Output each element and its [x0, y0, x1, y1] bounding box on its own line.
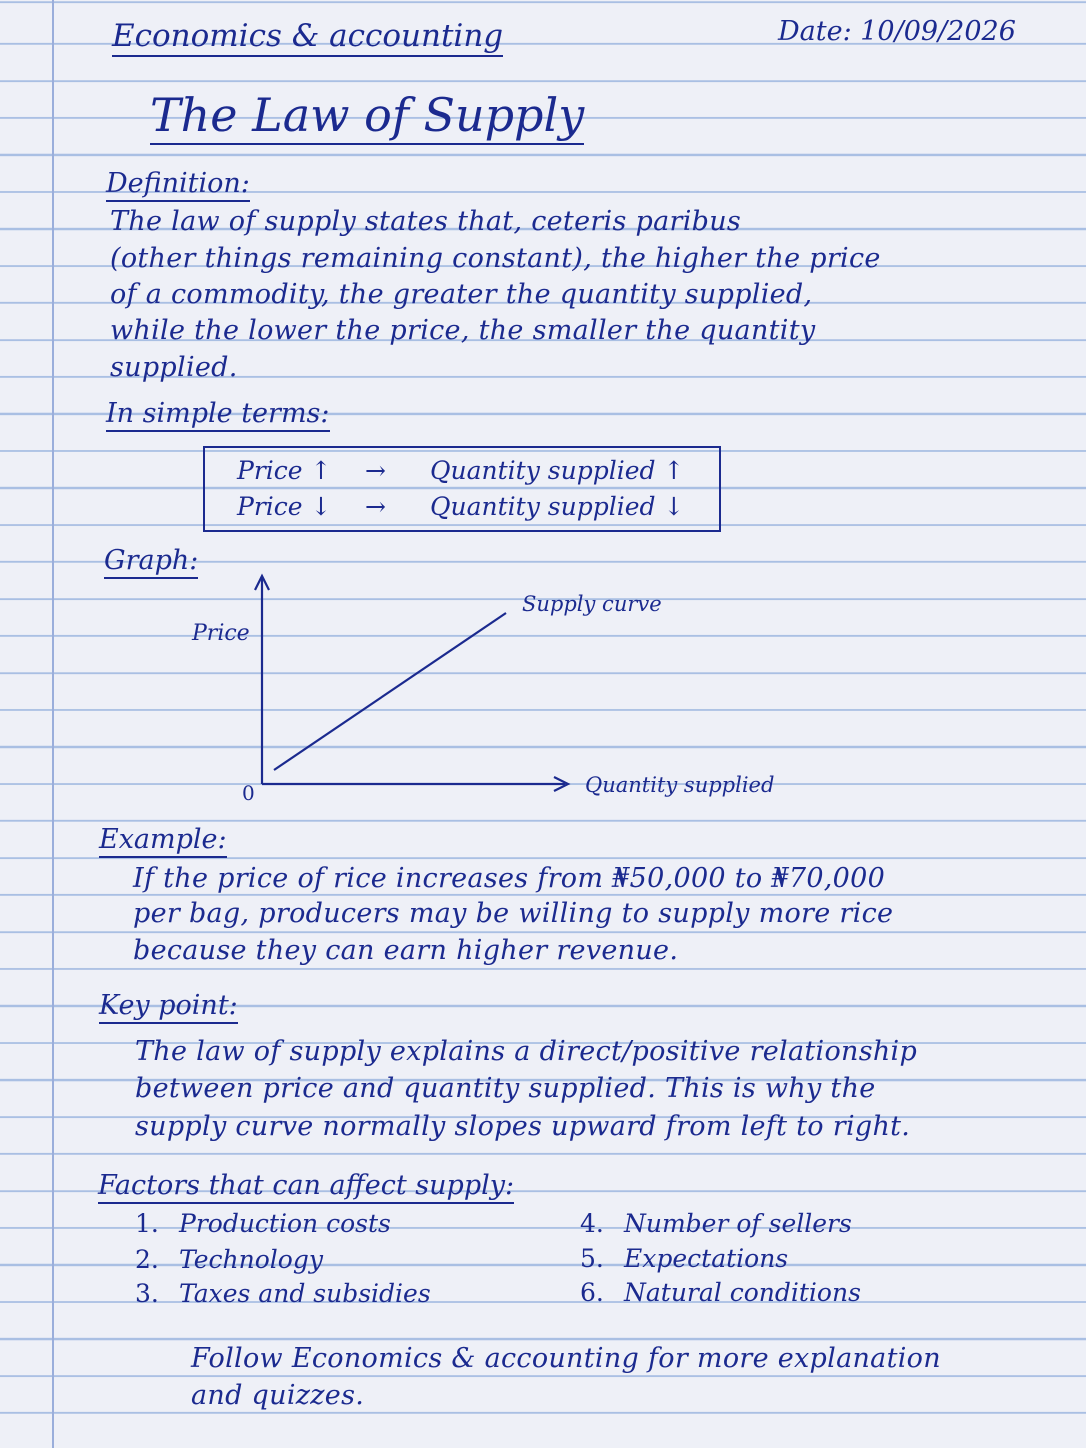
quantity-down-label: Quantity supplied ↓ — [430, 492, 685, 521]
example-line: per bag, producers may be willing to supply more rice — [133, 898, 894, 929]
footer-line: Follow Economics & accounting for more explanation — [191, 1343, 941, 1374]
supply-curve-line — [274, 613, 506, 770]
example-line: If the price of rice increases from ₦50,000 to ₦70,000 — [133, 863, 886, 894]
footer-line: and quizzes. — [191, 1380, 365, 1411]
factor-item — [580, 1244, 788, 1273]
definition-line: while the lower the price, the smaller the quantity — [110, 315, 816, 346]
factor-number: 2. — [135, 1245, 159, 1274]
definition-line: (other things remaining constant), the higher the price — [110, 243, 881, 274]
quantity-up-label: Quantity supplied ↑ — [430, 456, 685, 485]
factors-heading: Factors that can affect supply: — [98, 1170, 514, 1204]
key-point-line: The law of supply explains a direct/positive relationship — [135, 1036, 918, 1067]
factor-text: Number of sellers — [624, 1209, 852, 1238]
factor-text: Taxes and subsidies — [179, 1279, 431, 1308]
factor-item — [135, 1279, 431, 1308]
simple-terms-heading: In simple terms: — [106, 398, 330, 432]
page-title: The Law of Supply — [150, 88, 584, 145]
price-down-label: Price ↓ — [237, 492, 332, 521]
factor-item — [135, 1209, 391, 1238]
topic-heading: Economics & accounting — [112, 18, 503, 57]
factor-item — [580, 1209, 852, 1238]
supply-curve-label: Supply curve — [522, 592, 662, 616]
margin-line — [52, 0, 54, 1448]
definition-line: The law of supply states that, ceteris paribus — [110, 206, 742, 237]
supply-graph — [150, 560, 790, 810]
factor-number: 5. — [580, 1244, 604, 1273]
key-point-line: between price and quantity supplied. This is why the — [135, 1073, 876, 1104]
definition-line: supplied. — [110, 352, 238, 383]
key-point-line: supply curve normally slopes upward from left to right. — [135, 1111, 911, 1142]
price-quantity-box — [203, 446, 721, 532]
right-arrow-icon: → — [365, 492, 386, 521]
factor-item — [580, 1278, 861, 1307]
key-point-heading: Key point: — [99, 990, 238, 1024]
origin-label: 0 — [242, 781, 255, 805]
factor-text: Natural conditions — [624, 1278, 861, 1307]
y-axis-label: Price — [192, 621, 250, 646]
right-arrow-icon: → — [365, 456, 386, 485]
definition-line: of a commodity, the greater the quantity supplied, — [110, 279, 813, 310]
factor-number: 4. — [580, 1209, 604, 1238]
example-heading: Example: — [99, 824, 227, 858]
factor-number: 3. — [135, 1279, 159, 1308]
factor-text: Expectations — [624, 1244, 789, 1273]
factor-text: Technology — [179, 1245, 323, 1274]
factor-number: 6. — [580, 1278, 604, 1307]
factor-text: Production costs — [179, 1209, 391, 1238]
factor-number: 1. — [135, 1209, 159, 1238]
x-axis-label: Quantity supplied — [585, 773, 775, 797]
definition-heading: Definition: — [106, 168, 250, 202]
date-label: Date: 10/09/2026 — [778, 16, 1016, 47]
graph-heading: Graph: — [104, 545, 198, 579]
example-line: because they can earn higher revenue. — [133, 935, 679, 966]
factor-item — [135, 1245, 323, 1274]
price-up-label: Price ↑ — [237, 456, 332, 485]
